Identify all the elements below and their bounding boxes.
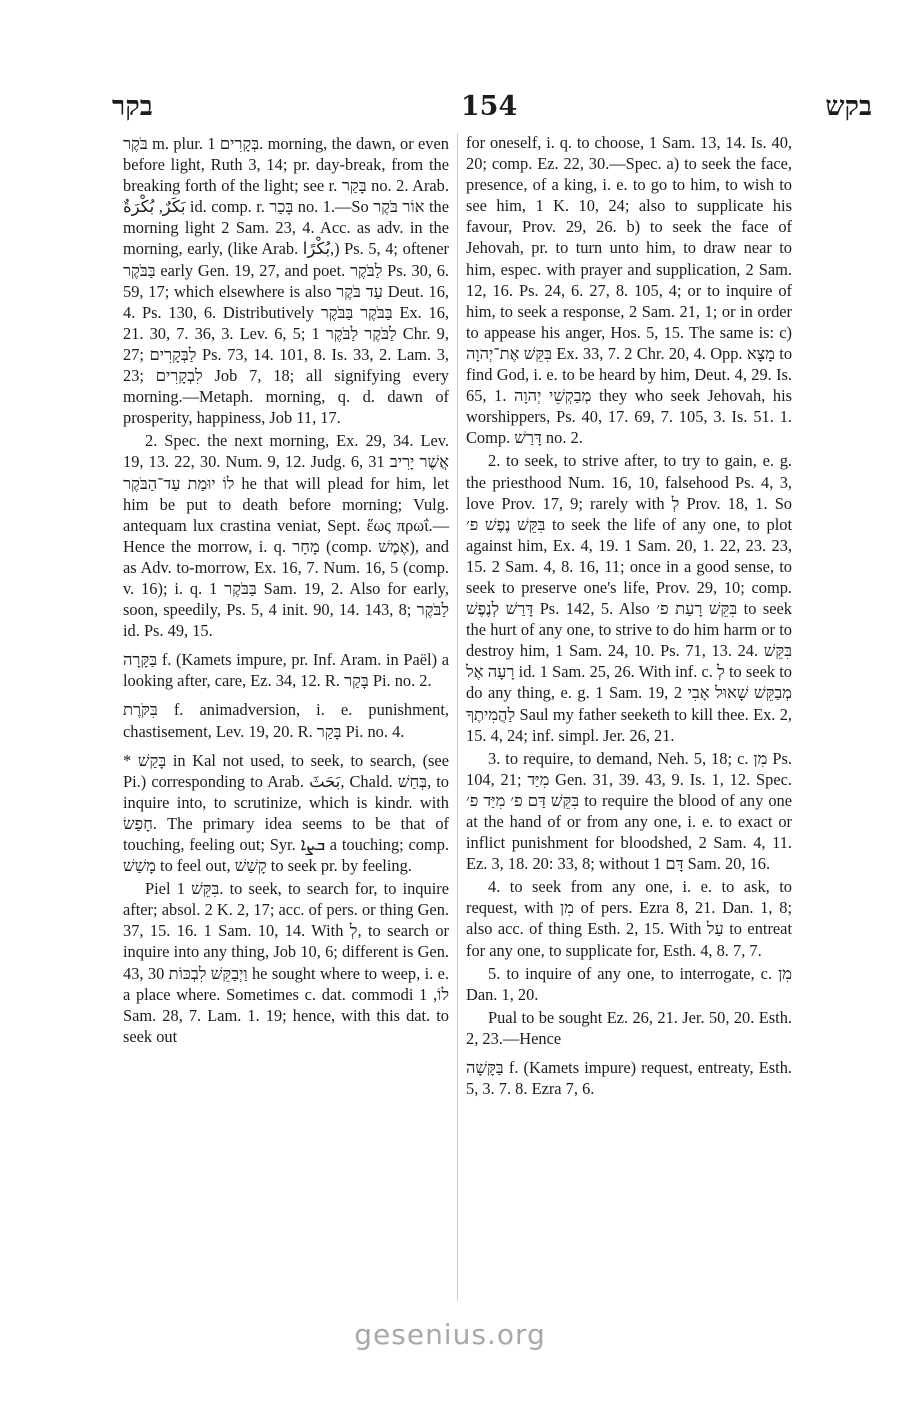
right-column bbox=[466, 132, 792, 1099]
entry-baqqashah: בַּקָּשָׁה f. (Kamets impure) request, entreaty, Esth. 5, 3. 7. 8. Ezra 7, 6. bbox=[466, 1058, 792, 1099]
left-running-headword: בקר bbox=[112, 90, 153, 122]
entry-baqash-piel: Piel בִּקֵּשׁ 1. to seek, to search for, to inquire after; absol. 2 K. 2, 17; acc. of pers. or thing Gen. 37, 15. 16. 1 Sam. 10, 14. With לְ, to search or inquire into any thing, Job 10, 6; different is Gen. 43, 30 וַיְבַקֵּשׁ לִבְכּוֹת he sought where to weep, i. e. a place where. Sometimes c. dat. commodi לוֹ, 1 Sam. 28, 7. Lam. 1. 19; hence, with this dat. to seek out bbox=[123, 879, 449, 1046]
column-divider bbox=[457, 133, 458, 1301]
page-number: 154 bbox=[460, 90, 518, 122]
entry-baqash: * בָּקַשׁ in Kal not used, to seek, to search, (see Pi.) corresponding to Arab. بَحَثَ, Chald. בְּחַשׁ, to inquire into, to scrutinize, which is kindr. with חָפַשׂ. The primary idea seems to be that of touching, feeling out; Syr. ܒܨܐ a touching; comp. מָשַׁשׁ to feel out, קָשַׁשׁ to seek pr. by feeling. bbox=[123, 750, 449, 876]
page-header bbox=[112, 86, 872, 126]
entry-baqash-sense-3: 3. to require, to demand, Neh. 5, 18; c. מִן Ps. 104, 21; מִיַּד Gen. 31, 39. 43, 9. Is. 1, 12. Spec. בִּקֵּשׁ דַּם פ׳ מִיַּד פ׳ to require the blood of any one at the hand of or from any one, i. e. to exact or inflict punishment for bloodshed, 2 Sam. 4, 11. Ez. 3, 18. 20: 33, 8; without דָּם 1 Sam. 20, 16. bbox=[466, 748, 793, 874]
entry-baqash-piel-continued: for oneself, i. q. to choose, 1 Sam. 13, 14. Is. 40, 20; comp. Ez. 22, 30.—Spec. a) to seek the face, presence, of a king, i. e. to go to him, to wish to see him, 1 K. 10, 24; also to supplicate his favour, Prov. 29, 26. b) to seek the face of Jehovah, pr. to turn unto him, to draw near to him, espec. with prayer and supplication, 2 Sam. 12, 16. Ps. 24, 6. 27, 8. 105, 4; or to inquire of him, to seek a response, 2 Sam. 21, 1; or in order to appease his anger, Hos. 5, 15. The same is: c) בִּקֵּשׁ אֶת־יְהוָה Ex. 33, 7. 2 Chr. 20, 4. Opp. מָצָא to find God, i. e. to be heard by him, Deut. 4, 29. Is. 65, 1. מְבַקְשֵׁי יְהוָה they who seek Jehovah, his worshippers, Ps. 40, 17. 69, 7. 105, 3. Is. 51. 1. Comp. דָּרַשׁ no. 2. bbox=[466, 133, 793, 448]
left-column bbox=[123, 133, 449, 1047]
entry-baqash-sense-2: 2. to seek, to strive after, to try to gain, e. g. the priesthood Num. 16, 10, falsehood Ps. 4, 3, love Prov. 17, 9; rarely with לְ Prov. 18, 1. So בִּקֵּשׁ נֶפֶשׁ פ׳ to seek the life of any one, to plot against him, Ex. 4, 19. 1 Sam. 20, 1. 22, 23. 23, 15. 2 Sam. 4, 8. 16, 11; once in a good sense, to seek to preserve one's life, Prov. 29, 10; comp. דָּרַשׁ לְנֶפֶשׁ Ps. 142, 5. Also בִּקֵּשׁ רָעַת פ׳ to seek the hurt of any one, to strive to do him harm or to destroy him, 1 Sam. 24, 10. Ps. 71, 13. 24. בִּקֵּשׁ רָעָה אֶל id. 1 Sam. 25, 26. With inf. c. לְ to seek to do any thing, e. g. 1 Sam. 19, 2 מְבַקֵּשׁ שָׁאוּל אָבִי לַהֲמִיתֶךָ Saul my father seeketh to kill thee. Ex. 2, 15. 4, 24; inf. simpl. Jer. 26, 21. bbox=[466, 451, 792, 745]
entry-biqqoreth: בִּקֹּרֶת f. animadversion, i. e. punishment, chastisement, Lev. 19, 20. R. בָּקַר Pi. no. 4. bbox=[123, 700, 449, 741]
watermark: gesenius.org bbox=[354, 1318, 546, 1351]
right-running-headword: בקש bbox=[825, 90, 872, 122]
entry-baqash-sense-5: 5. to inquire of any one, to interrogate, c. מִן Dan. 1, 20. bbox=[466, 963, 792, 1004]
entry-baqqarah: בַּקָּרָה f. (Kamets impure, pr. Inf. Aram. in Paël) a looking after, care, Ez. 34, 12. R. בָּקַר Pi. no. 2. bbox=[123, 650, 449, 691]
entry-boqer-sense-2: 2. Spec. the next morning, Ex. 29, 34. Lev. 19, 13. 22, 30. Num. 9, 12. Judg. 6, 31 אֲשֶׁר יָרִיב לוֹ יוּמַת עַד־הַבֹּקֶר he that will plead for him, let him be put to death before morning; Vulg. antequam lux crastina veniat, Sept. ἕως πρωΐ.—Hence the morrow, i. q. מָחָר (comp. אֶמֶשׁ), and as Adv. to-morrow, Ex. 16, 7. Num. 16, 5 (comp. v. 16); i. q. בַּבֹּקֶר 1 Sam. 19, 2. Also for early, soon, speedily, Ps. 5, 4 init. 90, 14. 143, 8; לַבֹּקֶר id. Ps. 49, 15. bbox=[123, 431, 449, 641]
entry-boqer: בֹּקֶר m. plur. בְּקָרִים 1. morning, the dawn, or even before light, Ruth 3, 14; pr. day-break, from the breaking forth of the light; see r. בָּקַר no. 2. Arab. بَكَرٌ, بُكْرَةٌ id. comp. r. בָּכַר no. 1.—So אוֹר בֹּקֶר the morning light 2 Sam. 23, 4. Acc. as adv. in the morning, early, (like Arab. بُكْرًا,) Ps. 5, 4; oftener בַּבֹּקֶר early Gen. 19, 27, and poet. לַבֹּקֶר Ps. 30, 6. 59, 17; which elsewhere is also עַד בֹּקֶר Deut. 16, 4. Ps. 130, 6. Distributively בַּבֹּקֶר בַּבֹּקֶר Ex. 16, 21. 30, 7. 36, 3. Lev. 6, 5; לַבֹּקֶר לַבֹּקֶר 1 Chr. 9, 27; לַבְּקָרִים Ps. 73, 14. 101, 8. Is. 33, 2. Lam. 3, 23; לִבְקָרִים Job 7, 18; all signifying every morning.—Metaph. morning, q. d. dawn of prosperity, happiness, Job 11, 17. bbox=[123, 134, 449, 428]
entry-baqash-pual: Pual to be sought Ez. 26, 21. Jer. 50, 20. Esth. 2, 23.—Hence bbox=[466, 1007, 792, 1048]
entry-baqash-sense-4: 4. to seek from any one, i. e. to ask, to request, with מִן of pers. Ezra 8, 21. Dan. 1, 8; also acc. of thing Esth. 2, 15. With עַל to entreat for any one, to supplicate for, Esth. 4, 8. 7, 7. bbox=[466, 877, 793, 960]
